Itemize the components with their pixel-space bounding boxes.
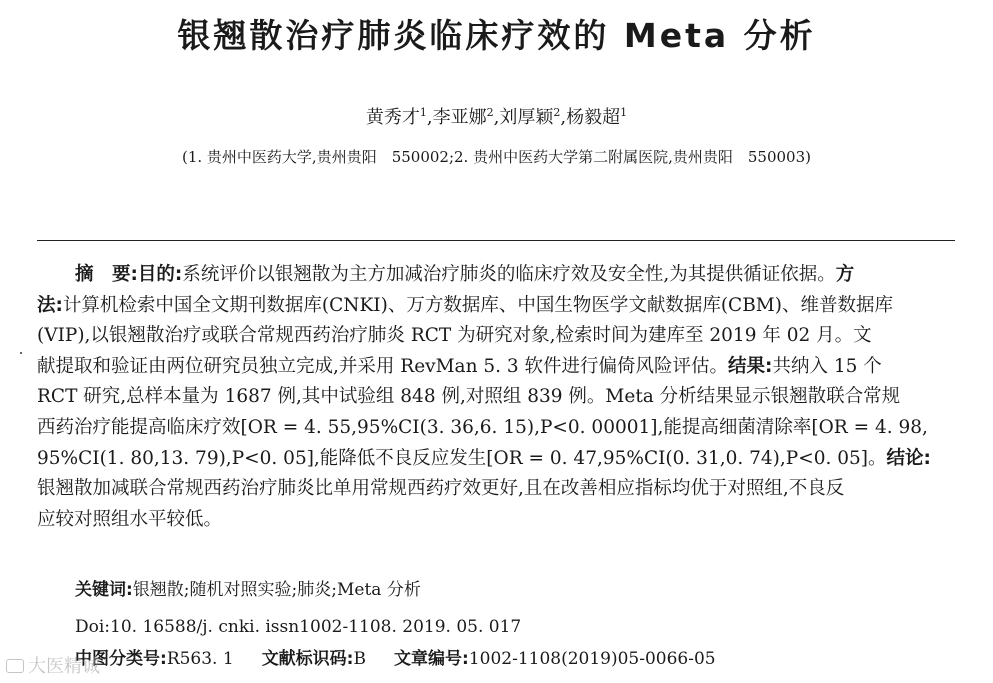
abstract-text: 西药治疗能提高临床疗效[OR = 4. 55,95%CI(3. 36,6. 15),P<0. 00001],能提高细菌清除率[OR = 4. 98, bbox=[37, 416, 928, 438]
author-list bbox=[0, 106, 993, 130]
abstract-heading: 方 bbox=[835, 264, 855, 285]
paper-title: 银翘散治疗肺炎临床疗效的 Meta 分析 bbox=[177, 16, 816, 55]
doi-row: Doi:10. 16588/j. cnki. issn1002-1108. 2019. 05. 017 bbox=[75, 617, 522, 637]
abstract-line bbox=[37, 505, 957, 536]
abstract-line bbox=[37, 474, 957, 505]
classification-row bbox=[75, 646, 716, 672]
author-separator: , bbox=[560, 107, 567, 128]
watermark bbox=[6, 652, 100, 678]
author-affil-mark: 1 bbox=[620, 106, 628, 119]
author-name: 李亚娜 bbox=[432, 107, 487, 128]
watermark-logo-icon bbox=[6, 659, 24, 673]
article-no-value: 1002-1108(2019)05-0066-05 bbox=[468, 649, 716, 669]
abstract-heading: 结论: bbox=[886, 447, 931, 469]
article-no-label: 文章编号: bbox=[394, 649, 469, 669]
abstract-line bbox=[37, 260, 957, 291]
abstract-text: 系统评价以银翘散为主方加减治疗肺炎的临床疗效及安全性,为其提供循证依据。 bbox=[182, 264, 836, 285]
author-affil-mark: 1 bbox=[419, 106, 427, 119]
watermark-text: 大医精诚 bbox=[28, 656, 100, 677]
abstract-text: 应较对照组水平较低。 bbox=[37, 508, 223, 530]
keywords-value: 银翘散;随机对照实验;肺炎;Meta 分析 bbox=[132, 580, 421, 600]
abstract-line bbox=[37, 413, 957, 444]
author-name: 黄秀才 bbox=[365, 107, 420, 128]
abstract-text: 95%CI(1. 80,13. 79),P<0. 05],能降低不良反应发生[OR = 0. 47,95%CI(0. 31,0. 74),P<0. 05]。 bbox=[37, 447, 887, 469]
abstract-line bbox=[37, 382, 957, 413]
abstract-text: RCT 研究,总样本量为 1687 例,其中试验组 848 例,对照组 839 例。Meta 分析结果显示银翘散联合常规 bbox=[37, 386, 901, 408]
author-name: 刘厚颖 bbox=[499, 107, 554, 128]
affiliations: (1. 贵州中医药大学,贵州贵阳 550002;2. 贵州中医药大学第二附属医院,贵州贵阳 550003) bbox=[182, 148, 811, 166]
abstract-heading: 摘 要: bbox=[75, 264, 138, 285]
abstract-text: 银翘散加减联合常规西药治疗肺炎比单用常规西药疗效更好,且在改善相应指标均优于对照组,不良反 bbox=[37, 478, 845, 500]
clc-value: R563. 1 bbox=[166, 649, 234, 669]
abstract-heading: 结果: bbox=[728, 355, 773, 377]
abstract-heading: 法: bbox=[37, 294, 63, 316]
abstract-line bbox=[37, 444, 957, 475]
author-separator: , bbox=[493, 107, 500, 128]
keywords-row bbox=[75, 577, 421, 603]
abstract-line bbox=[37, 352, 957, 383]
abstract-text: 计算机检索中国全文期刊数据库(CNKI)、万方数据库、中国生物医学文献数据库(CBM)、维普数据库 bbox=[62, 294, 893, 316]
author-separator: , bbox=[426, 107, 433, 128]
abstract-text: 献提取和验证由两位研究员独立完成,并采用 RevMan 5. 3 软件进行偏倚风险评估。 bbox=[37, 355, 729, 377]
header-divider bbox=[37, 240, 955, 241]
author-name: 杨毅超 bbox=[566, 107, 621, 128]
abstract-heading: 目的: bbox=[137, 264, 183, 285]
clc-label: 中图分类号: bbox=[75, 649, 167, 669]
author-affil-mark: 2 bbox=[486, 106, 494, 119]
keywords-label: 关键词: bbox=[75, 580, 133, 600]
abstract-block bbox=[37, 260, 957, 535]
scan-speck bbox=[20, 352, 22, 354]
doc-code-value: B bbox=[353, 649, 366, 669]
doc-code-label: 文献标识码: bbox=[261, 649, 354, 669]
author-affil-mark: 2 bbox=[553, 106, 561, 119]
abstract-line bbox=[37, 321, 957, 352]
abstract-text: 共纳入 15 个 bbox=[772, 355, 882, 377]
abstract-line bbox=[37, 291, 957, 322]
abstract-text: (VIP),以银翘散治疗或联合常规西药治疗肺炎 RCT 为研究对象,检索时间为建库至 2019 年 02 月。文 bbox=[37, 325, 872, 347]
